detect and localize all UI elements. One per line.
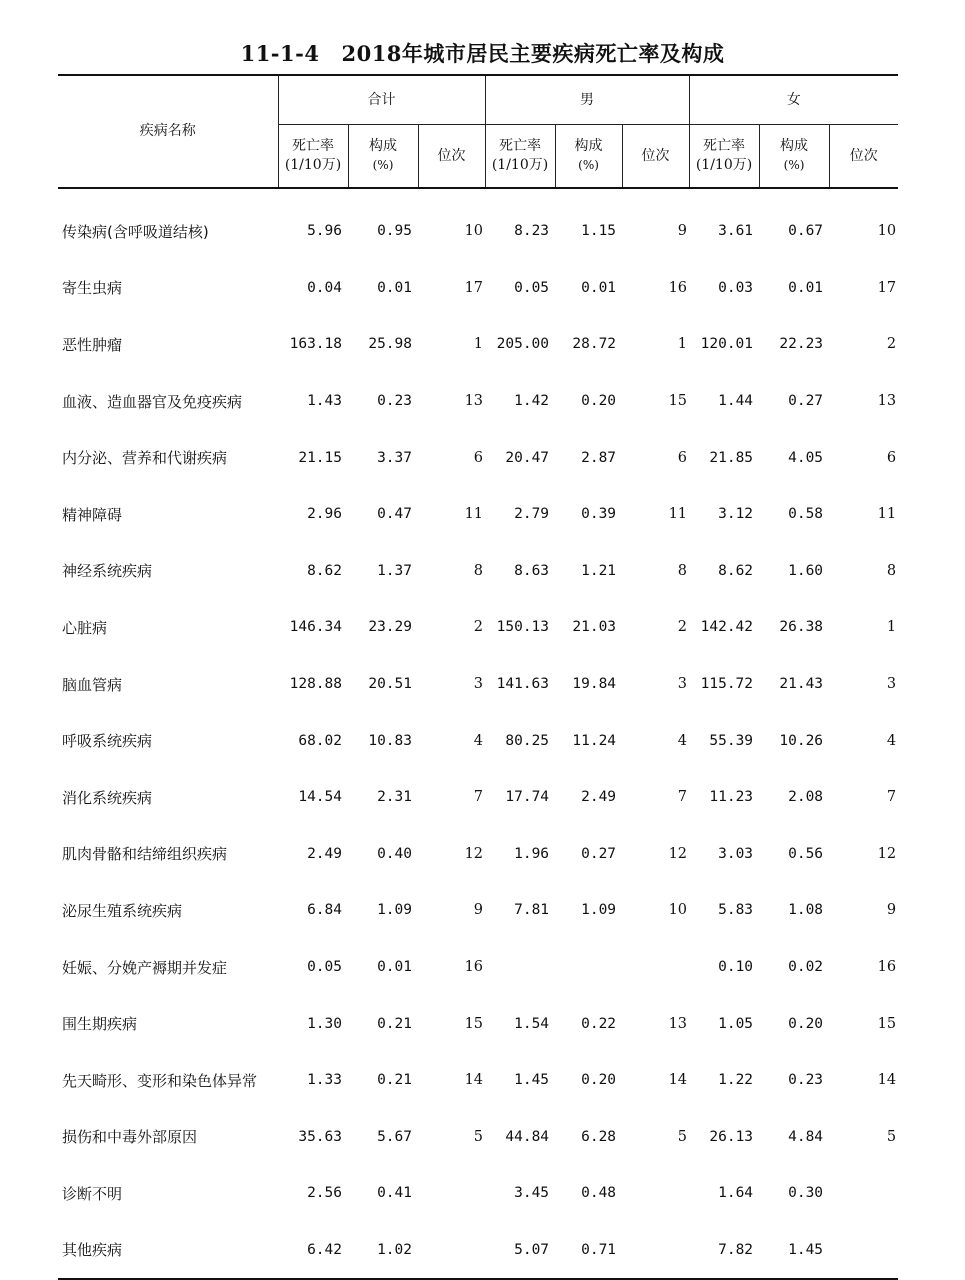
rank-header-total: 位次	[418, 125, 485, 189]
disease-name-cell: 寄生虫病	[62, 279, 123, 298]
rate-header-label: 死亡率	[292, 138, 334, 154]
rank-cell-male: 16	[668, 279, 688, 296]
rate-header-unit: (1/10万)	[284, 157, 342, 173]
rank-cell-male: 3	[677, 676, 688, 693]
rate-header-female	[689, 125, 759, 189]
rank-cell-male: 9	[677, 223, 688, 240]
rate-cell-male: 5.07	[485, 1222, 555, 1280]
rate-cell-male: 3.45	[514, 1185, 550, 1202]
disease-name-cell: 肌肉骨骼和结缔组织疾病	[62, 845, 228, 864]
rate-cell-total: 1.30	[307, 1015, 342, 1032]
share-cell-female: 0.67	[788, 223, 824, 240]
share-cell-total: 20.51	[368, 676, 412, 693]
table-row	[58, 882, 898, 939]
share-cell-total: 0.40	[377, 845, 412, 862]
rank-cell-female: 6	[886, 449, 897, 466]
share-cell-female: 21.43	[779, 676, 824, 693]
rank-cell-total: 10	[464, 223, 484, 240]
rate-cell-female: 11.23	[709, 789, 754, 806]
table-row	[58, 712, 898, 769]
share-cell-male: 1.15	[581, 223, 617, 240]
rank-cell-total: 6	[473, 449, 484, 466]
table-row	[58, 373, 898, 430]
share-header-unit: (%)	[578, 158, 599, 172]
rate-cell-male: 1.42	[514, 393, 550, 410]
group-header-total: 合计	[278, 75, 485, 125]
share-cell-male: 0.01	[581, 279, 617, 296]
table-row	[58, 656, 898, 713]
share-header-female	[759, 125, 829, 189]
rate-cell-female: 115.72	[700, 676, 754, 693]
rate-cell-female: 1.64	[718, 1185, 754, 1202]
share-cell-male: 2.87	[581, 449, 617, 466]
share-cell-total: 1.37	[377, 562, 412, 579]
share-cell-male: 1.09	[581, 902, 617, 919]
share-cell-female: 0.56	[788, 845, 824, 862]
share-cell-female: 0.27	[788, 393, 824, 410]
table-header	[58, 75, 898, 188]
table-row	[58, 1052, 898, 1109]
share-cell-total: 0.41	[377, 1185, 412, 1202]
rate-cell-total: 2.96	[307, 506, 342, 523]
disease-name-cell: 血液、造血器官及免疫疾病	[62, 392, 243, 411]
share-cell-female: 4.05	[788, 449, 824, 466]
rank-cell-male: 5	[677, 1128, 688, 1145]
rate-cell-male: 7.81	[514, 902, 550, 919]
mortality-table	[58, 74, 898, 1280]
table-row	[58, 260, 898, 317]
rate-cell-female: 0.03	[718, 279, 754, 296]
rate-cell-male: 1.96	[514, 845, 550, 862]
rank-cell-male: 10	[668, 902, 688, 919]
share-cell-female: 0.58	[788, 506, 824, 523]
rate-cell-male: 141.63	[496, 676, 550, 693]
share-cell-male: 28.72	[572, 336, 617, 353]
share-cell-female: 0.02	[788, 959, 824, 976]
rate-cell-male: 150.13	[496, 619, 550, 636]
disease-name-cell: 围生期疾病	[62, 1015, 138, 1034]
table-row	[58, 188, 898, 260]
rate-cell-total: 35.63	[298, 1128, 342, 1145]
share-cell-male	[555, 939, 622, 996]
disease-name-cell: 心脏病	[62, 618, 108, 637]
share-cell-male: 0.71	[555, 1222, 622, 1280]
rank-cell-total: 16	[464, 959, 484, 976]
share-cell-total: 10.83	[368, 732, 412, 749]
rate-cell-female: 26.13	[709, 1128, 754, 1145]
group-header-female: 女	[689, 75, 898, 125]
rank-cell-total: 11	[464, 506, 484, 523]
rank-cell-female: 12	[877, 845, 897, 862]
rate-cell-female: 142.42	[700, 619, 754, 636]
disease-name-cell: 妊娠、分娩产褥期并发症	[62, 958, 228, 977]
rank-cell-total: 8	[473, 562, 484, 579]
rank-cell-total: 12	[464, 845, 484, 862]
rank-cell-female: 15	[877, 1015, 897, 1032]
disease-name-cell: 其他疾病	[58, 1222, 278, 1280]
rate-cell-total: 6.84	[307, 902, 342, 919]
rate-cell-total: 14.54	[298, 789, 342, 806]
rate-cell-male: 2.79	[514, 506, 550, 523]
rate-header-unit: (1/10万)	[491, 157, 549, 173]
rate-header-unit: (1/10万)	[695, 157, 753, 173]
rate-cell-total: 2.49	[307, 845, 342, 862]
table-row	[58, 995, 898, 1052]
rate-cell-total: 1.33	[307, 1072, 342, 1089]
rate-cell-total: 146.34	[289, 619, 342, 636]
share-cell-female: 1.08	[788, 902, 824, 919]
rank-cell-total: 7	[473, 789, 484, 806]
table-title	[0, 38, 965, 68]
rank-cell-male	[622, 1222, 689, 1280]
rate-cell-female: 3.61	[718, 223, 754, 240]
rate-cell-total: 1.43	[307, 393, 342, 410]
table-row	[58, 543, 898, 600]
share-cell-male: 19.84	[572, 676, 617, 693]
rank-cell-female: 1	[886, 619, 897, 636]
disease-name-cell: 诊断不明	[62, 1184, 123, 1203]
rate-cell-female: 21.85	[709, 449, 754, 466]
disease-name-cell: 传染病(含呼吸道结核)	[62, 222, 209, 241]
share-cell-total: 0.21	[377, 1015, 412, 1032]
rank-cell-male	[622, 1165, 689, 1222]
share-cell-total: 0.47	[377, 506, 412, 523]
rate-cell-total: 128.88	[289, 676, 342, 693]
share-cell-female: 10.26	[779, 732, 824, 749]
rank-cell-total: 14	[464, 1072, 484, 1089]
rank-cell-female: 14	[877, 1072, 897, 1089]
table-row	[58, 1109, 898, 1166]
rate-cell-total: 0.04	[307, 279, 342, 296]
share-header-male	[555, 125, 622, 189]
rate-cell-female: 0.10	[718, 959, 754, 976]
rate-cell-total: 21.15	[298, 449, 342, 466]
share-cell-female: 0.20	[788, 1015, 824, 1032]
disease-name-cell: 先天畸形、变形和染色体异常	[62, 1071, 258, 1090]
table-number: 11-1-4	[240, 41, 320, 66]
rank-cell-female: 3	[886, 676, 897, 693]
share-cell-total: 23.29	[368, 619, 412, 636]
disease-name-cell: 恶性肿瘤	[62, 335, 123, 354]
share-cell-male: 6.28	[581, 1128, 617, 1145]
rank-cell-total: 17	[464, 279, 484, 296]
rate-cell-total: 6.42	[278, 1222, 348, 1280]
disease-name-cell: 内分泌、营养和代谢疾病	[62, 449, 228, 468]
rate-cell-total: 163.18	[289, 336, 342, 353]
rank-cell-male: 13	[668, 1015, 688, 1032]
rate-cell-male: 1.45	[514, 1072, 550, 1089]
rank-cell-total: 3	[473, 676, 484, 693]
disease-name-cell: 呼吸系统疾病	[62, 732, 153, 751]
rate-cell-male: 1.54	[514, 1015, 550, 1032]
rank-cell-total: 4	[473, 732, 484, 749]
rate-cell-female: 120.01	[700, 336, 754, 353]
rank-cell-male: 11	[668, 506, 688, 523]
table-row	[58, 486, 898, 543]
rank-cell-total: 5	[473, 1128, 484, 1145]
share-cell-male: 2.49	[581, 789, 617, 806]
rank-cell-female	[829, 1165, 898, 1222]
share-cell-female: 4.84	[788, 1128, 824, 1145]
share-cell-female: 1.60	[788, 562, 824, 579]
rate-cell-female: 8.62	[718, 562, 754, 579]
rate-cell-female: 7.82	[689, 1222, 759, 1280]
rate-cell-female: 5.83	[718, 902, 754, 919]
rate-cell-female: 3.12	[718, 506, 754, 523]
rate-cell-female: 1.05	[718, 1015, 754, 1032]
rate-cell-total: 0.05	[307, 959, 342, 976]
share-cell-total: 0.01	[377, 959, 412, 976]
rank-cell-total: 15	[464, 1015, 484, 1032]
table-row	[58, 826, 898, 883]
disease-name-cell: 精神障碍	[62, 505, 123, 524]
rank-cell-male: 2	[677, 619, 688, 636]
rate-cell-total: 8.62	[307, 562, 342, 579]
share-cell-male: 1.21	[581, 562, 617, 579]
rate-header-male	[485, 125, 555, 189]
disease-name-cell: 损伤和中毒外部原因	[62, 1128, 198, 1147]
rank-cell-female: 16	[877, 959, 897, 976]
share-cell-female: 2.08	[788, 789, 824, 806]
rank-cell-total: 13	[464, 393, 484, 410]
rate-cell-male: 80.25	[505, 732, 550, 749]
rate-header-label: 死亡率	[703, 138, 746, 154]
share-cell-male: 21.03	[572, 619, 617, 636]
share-header-total	[348, 125, 418, 189]
rate-cell-female: 55.39	[709, 732, 754, 749]
share-cell-male: 11.24	[572, 732, 617, 749]
rank-cell-total: 1	[473, 336, 484, 353]
share-cell-female: 22.23	[779, 336, 824, 353]
rank-cell-male: 7	[677, 789, 688, 806]
rank-cell-female: 9	[886, 902, 897, 919]
rank-cell-total	[418, 1165, 485, 1222]
share-header-label: 构成	[780, 138, 809, 154]
rate-cell-male: 44.84	[505, 1128, 550, 1145]
rank-cell-male: 14	[668, 1072, 688, 1089]
rank-cell-male	[622, 939, 689, 996]
rate-cell-total: 68.02	[298, 732, 342, 749]
rank-cell-total: 9	[473, 902, 484, 919]
rank-cell-male: 15	[668, 393, 688, 410]
rate-cell-male	[485, 939, 555, 996]
rank-cell-female: 5	[886, 1128, 897, 1145]
disease-name-cell: 神经系统疾病	[62, 562, 153, 581]
rate-cell-female: 1.44	[718, 393, 754, 410]
rank-cell-total: 2	[473, 619, 484, 636]
disease-name-cell: 脑血管病	[62, 675, 123, 694]
share-cell-male: 0.48	[581, 1185, 617, 1202]
share-header-unit: (%)	[372, 158, 394, 172]
disease-name-header: 疾病名称	[58, 75, 278, 188]
share-cell-male: 0.20	[581, 393, 617, 410]
share-cell-total: 0.21	[377, 1072, 412, 1089]
group-header-male: 男	[485, 75, 689, 125]
disease-name-cell: 消化系统疾病	[62, 788, 153, 807]
share-header-label: 构成	[574, 138, 603, 154]
share-cell-total: 1.09	[377, 902, 412, 919]
share-cell-female: 0.01	[788, 279, 824, 296]
share-header-unit: (%)	[783, 158, 805, 172]
share-cell-total: 3.37	[377, 449, 412, 466]
rate-cell-female: 3.03	[718, 845, 754, 862]
share-cell-total: 0.01	[377, 279, 412, 296]
rank-cell-female: 8	[886, 562, 897, 579]
share-cell-female: 0.23	[788, 1072, 824, 1089]
share-cell-total: 25.98	[368, 336, 412, 353]
rate-cell-male: 8.63	[514, 562, 550, 579]
share-cell-total: 5.67	[377, 1128, 412, 1145]
share-cell-total: 0.95	[377, 223, 412, 240]
rank-cell-female: 7	[886, 789, 897, 806]
rate-cell-male: 205.00	[496, 336, 550, 353]
rate-cell-male: 8.23	[514, 223, 550, 240]
rank-header-female: 位次	[829, 125, 898, 189]
rate-header-label: 死亡率	[499, 138, 542, 154]
table-body	[58, 188, 898, 1279]
table-row	[58, 939, 898, 996]
share-header-label: 构成	[369, 138, 397, 154]
rate-cell-male: 20.47	[505, 449, 550, 466]
share-cell-total: 0.23	[377, 393, 412, 410]
rank-cell-male: 8	[677, 562, 688, 579]
rank-cell-male: 4	[677, 732, 688, 749]
rate-header-total	[278, 125, 348, 189]
table-row	[58, 429, 898, 486]
table-row	[58, 1165, 898, 1222]
rank-cell-female	[829, 1222, 898, 1280]
share-cell-male: 0.39	[581, 506, 617, 523]
table-row	[58, 1222, 898, 1280]
share-cell-female: 1.45	[759, 1222, 829, 1280]
rank-cell-male: 1	[677, 336, 688, 353]
rate-cell-total: 2.56	[307, 1185, 342, 1202]
table-row	[58, 599, 898, 656]
share-cell-male: 0.20	[581, 1072, 617, 1089]
share-cell-female: 0.30	[788, 1185, 824, 1202]
share-cell-total: 1.02	[348, 1222, 418, 1280]
table-title-text: 2018年城市居民主要疾病死亡率及构成	[341, 41, 725, 66]
rate-cell-total: 5.96	[307, 223, 342, 240]
share-cell-total: 2.31	[377, 789, 412, 806]
rank-header-male: 位次	[622, 125, 689, 189]
share-cell-female: 26.38	[779, 619, 824, 636]
rate-cell-male: 17.74	[505, 789, 550, 806]
rank-cell-female: 13	[877, 393, 897, 410]
share-cell-male: 0.27	[581, 845, 617, 862]
table-row	[58, 769, 898, 826]
rate-cell-male: 0.05	[514, 279, 550, 296]
rank-cell-total	[418, 1222, 485, 1280]
rank-cell-female: 17	[877, 279, 897, 296]
rank-cell-male: 12	[668, 845, 688, 862]
table-row	[58, 316, 898, 373]
rank-cell-male: 6	[677, 449, 688, 466]
rank-cell-female: 4	[886, 732, 897, 749]
share-cell-male: 0.22	[581, 1015, 617, 1032]
rank-cell-female: 10	[877, 223, 897, 240]
disease-name-cell: 泌尿生殖系统疾病	[62, 901, 183, 920]
rank-cell-female: 11	[877, 506, 897, 523]
rank-cell-female: 2	[886, 336, 897, 353]
rate-cell-female: 1.22	[718, 1072, 754, 1089]
